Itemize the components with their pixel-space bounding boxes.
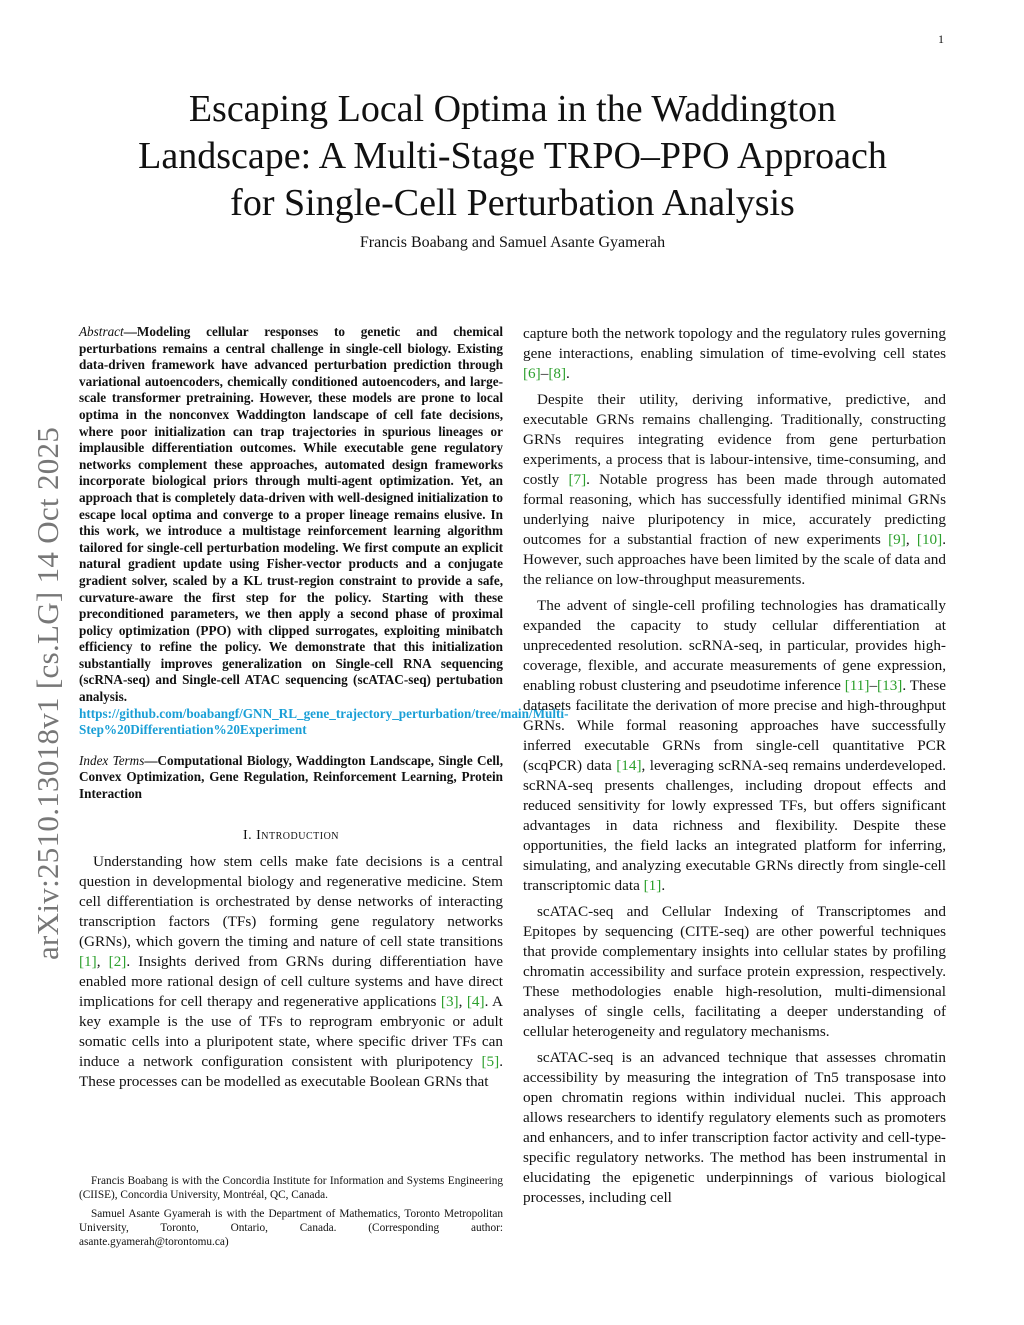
text-run: . However, such approaches have been limited by the scale of data and the reliance on low-throughput measurements. [523, 531, 946, 588]
author-footnotes [79, 1174, 503, 1249]
left-column [79, 324, 569, 1092]
section-number: I. [242, 827, 253, 843]
right-column [523, 324, 946, 1208]
title-line: Escaping Local Optima in the Waddington [188, 88, 837, 130]
body-paragraph [523, 596, 946, 896]
text-run: , [458, 992, 467, 1010]
text-run: The advent of single-cell profiling technologies has dramatically expanded the capacity to study cellular differentiation at unprecedented resolution. scRNA-seq, in particular, provides high-coverage, flexible, and accurate measurements of gene expression, enabling robust clustering and pseudotime inference [523, 597, 946, 694]
body-paragraph: scATAC-seq and Cellular Indexing of Transcriptomes and Epitopes by sequencing (CITE-seq) are other powerful techniques that provide complementary insights into cellular states by profiling chromatin accessibility and surface protein expression, respectively. These methodologies enable high-resolution, multi-dimensional analyses of single cells, facilitating a deeper understanding of cellular heterogeneity and regulatory mechanisms. [523, 903, 946, 1040]
abstract-dash: — [123, 324, 137, 339]
text-run: Despite their utility, deriving informative, predictive, and executable GRNs remains challenging. Traditionally, constructing GRNs requires integrating evidence from gene perturbation experiments, a process that is labour-intensive, time-consuming, and costly [523, 391, 946, 488]
text-run: . These processes can be modelled as executable Boolean GRNs that [79, 1052, 503, 1090]
text-run: . These datasets facilitate the derivation of more precise and high-throughput GRNs. While formal reasoning approaches have successfully inferred executable GRNs from single-cell quantitative PCR (scqPCR) data [523, 677, 946, 774]
abstract-label: Abstract [79, 324, 124, 339]
text-run: . Notable progress has been made through automated formal reasoning, which has successfully identified minimal GRNs underlying naive pluripotency in mice, accurately predicting outcomes for a substantial fraction of new experiments [523, 471, 946, 548]
intro-paragraph [79, 852, 503, 1092]
author-list: Francis Boabang and Samuel Asante Gyamerah [359, 234, 666, 251]
index-terms [79, 753, 503, 803]
footnote: Francis Boabang is with the Concordia Institute for Information and Systems Engineering (CIISE), Concordia University, Montréal, QC, Canada. [79, 1175, 503, 1202]
title-line: for Single-Cell Perturbation Analysis [230, 182, 795, 224]
citation-link[interactable]: [5] [481, 1052, 500, 1070]
text-run: capture both the network topology and the regulatory rules governing gene interactions, enabling simulation of time-evolving cell states [523, 325, 946, 362]
citation-link[interactable]: [7] [568, 471, 587, 488]
citation-link[interactable]: [6] [523, 365, 541, 382]
arxiv-identifier-stamp: arXiv:2510.13018v1 [cs.LG] 14 Oct 2025 [30, 426, 65, 960]
text-run: . A key example is the use of TFs to reprogram embryonic or adult somatic cells into a pluripotent state, where specific driver TFs can induce a network configuration consistent with pluripotency [79, 992, 503, 1070]
body-paragraph [523, 324, 946, 384]
citation-link[interactable]: [13] [877, 677, 903, 694]
abstract [79, 324, 569, 739]
text-run: – [869, 677, 878, 694]
citation-link[interactable]: [3] [440, 992, 459, 1010]
index-terms-text: Computational Biology, Waddington Landscape, Single Cell, Convex Optimization, Gene Regulation, Reinforcement Learning, Protein Interaction [79, 752, 503, 802]
text-run: , [905, 531, 917, 548]
text-run: Understanding how stem cells make fate decisions is a central question in developmental biology and regenerative medicine. Stem cell differentiation is orchestrated by dense networks of interacting transcription factors (TFs) forming gene regulatory networks (GRNs), which govern the timing and nature of cell state transitions [79, 852, 503, 950]
text-run: , [96, 952, 109, 970]
citation-link[interactable]: [1] [643, 877, 662, 894]
text-run: . [566, 365, 570, 382]
text-run: . [661, 877, 666, 894]
section-title: Introduction [256, 827, 340, 843]
title-line: Landscape: A Multi-Stage TRPO–PPO Approach [138, 135, 887, 177]
citation-link[interactable]: [10] [916, 531, 943, 548]
citation-link[interactable]: [9] [888, 531, 906, 548]
abstract-text: Modeling cellular responses to genetic and chemical perturbations remains a central challenge in single-cell biology. Existing data-driven framework have advanced perturbation prediction through variational autoencoders, chemically conditioned autoencoders, and large-scale transformer pretraining. However, these models are prone to local optima in the nonconvex Waddington landscape of cell fate decisions, where poor initialization can trap trajectories in spurious lineages or implausible differentiation outcomes. While executable gene regulatory networks complement these approaches, automated design frameworks incorporate biological priors through multi-agent optimization. Yet, an approach that is completely data-driven with well-designed initialization to escape local optima and converge to a proper lineage remains elusive. In this work, we introduce a multistage reinforcement learning algorithm tailored for single-cell perturbation modeling. We first compute an explicit natural gradient update using Fisher-vector products and a conjugate gradient solver, scaled by a KL trust-region constraint to provide a safe, curvature-aware the first step for the policy. Starting with these preconditioned parameters, we then apply a second phase of proximal policy optimization (PPO) with clipped surrogates, exploiting minibatch efficiency to refine the policy. We demonstrate that this initialization substantially improves generalization on Single-cell RNA sequencing (scRNA-seq) and Single-cell ATAC sequencing (scATAC-seq) pertubation analysis. [79, 324, 503, 705]
body-paragraph [523, 390, 946, 590]
index-terms-dash: — [144, 752, 158, 768]
citation-link[interactable]: [14] [616, 757, 642, 774]
citation-link[interactable]: [2] [108, 952, 127, 970]
code-repository-link[interactable]: https://github.com/boabangf/GNN_RL_gene_trajectory_perturbation/tree/main/Multi-Step%20Differentiation%20Experiment [79, 705, 569, 738]
index-terms-label: Index Terms [79, 752, 145, 768]
page-number: 1 [938, 32, 944, 46]
paper-title [80, 86, 945, 227]
text-run: . Insights derived from GRNs during differentiation have enabled more rational design of cell culture systems and have direct implications for cell therapy and regenerative applications [79, 952, 504, 1010]
citation-link[interactable]: [8] [548, 365, 567, 382]
footnote: Samuel Asante Gyamerah is with the Department of Mathematics, Toronto Metropolitan University, Toronto, Ontario, Canada. (Corresponding author: asante.gyamerah@torontomu.ca) [79, 1207, 503, 1249]
citation-link[interactable]: [11] [844, 677, 870, 694]
citation-link[interactable]: [4] [466, 992, 485, 1010]
citation-link[interactable]: [1] [79, 952, 97, 970]
text-run: , leveraging scRNA-seq remains underdeveloped. scRNA-seq presents challenges, including dropout effects and reduced sensitivity for lowly expressed TFs, but offers significant advantages in data richness and flexibility. Despite these opportunities, the field lacks an integrated platform for inferring, simulating, and analyzing executable GRNs directly from single-cell transcriptomic data [523, 757, 946, 894]
body-paragraph: scATAC-seq is an advanced technique that assesses chromatin accessibility by measuring the integration of Tn5 transposase into open chromatin regions within individual nuclei. This approach allows researchers to identify regulatory elements such as promoters and enhancers, and to infer transcription factor activity and cell-type-specific regulatory networks. The method has been instrumental in elucidating the epigenetic underpinnings of various biological processes, including cell [523, 1049, 946, 1206]
section-heading-introduction [79, 826, 503, 846]
text-run: – [540, 365, 549, 382]
